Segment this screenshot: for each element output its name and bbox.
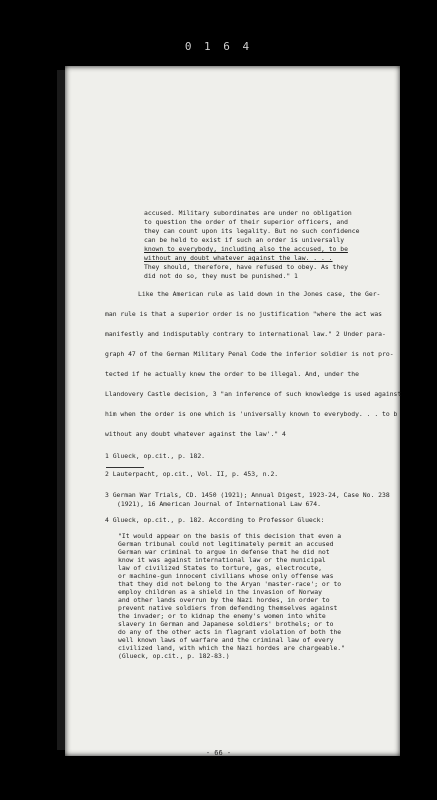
footnote-quote-line: slavery in German and Japanese soldiers' brothels; or to <box>118 620 334 628</box>
footnote-3: 3 German War Trials, CD. 1450 (1921); Annual Digest, 1923-24, Case No. 238 <box>105 491 390 499</box>
quote-line: they can count upon its legality. But no such confidence <box>144 227 360 235</box>
footnote-2: 2 Lauterpacht, op.cit., Vol. II, p. 453, n.2. <box>105 470 279 478</box>
footnote-quote-line: know it was against international law or the municipal <box>118 556 326 564</box>
footnote-quote-line: "It would appear on the basis of this decision that even a <box>118 532 342 540</box>
footnote-quote-line: do any of the other acts in flagrant violation of both the <box>118 628 342 636</box>
quote-line: They should, therefore, have refused to obey. As they <box>144 263 348 271</box>
body-line: graph 47 of the German Military Penal Code the inferior soldier is not pro- <box>105 350 394 358</box>
body-line: manifestly and indisputably contrary to international law." 2 Under para- <box>105 330 386 338</box>
body-line: Llandovery Castle decision, 3 "an inference of such knowledge is used against <box>105 390 402 398</box>
footnote-quote-line: employ children as a shield in the invasion of Norway <box>118 588 322 596</box>
quote-line: known to everybody, including also the accused, to be <box>144 245 348 253</box>
quote-line: accused. Military subordinates are under no obligation <box>144 209 352 217</box>
footnote-quote-line: prevent native soldiers from defending themselves against <box>118 604 338 612</box>
footnote-quote-line: that they did not belong to the Aryan 'master-race'; or to <box>118 580 342 588</box>
body-line: without any doubt whatever against the law'." 4 <box>105 430 286 438</box>
quote-line: to question the order of their superior officers, and <box>144 218 348 226</box>
footnote-quote-line: well known laws of warfare and the criminal law of every <box>118 636 334 644</box>
body-line: Like the American rule as laid down in the Jones case, the Ger- <box>138 290 381 298</box>
quote-line: did not do so, they must be punished." 1 <box>144 272 298 280</box>
footnote-quote-line: German war criminal to argue in defense that he did not <box>118 548 330 556</box>
footnote-quote-line: or machine-gun innocent civilians whose only offense was <box>118 572 334 580</box>
footnote-separator <box>106 467 144 468</box>
footnote-3-cont: (1921), 16 American Journal of International Law 674. <box>117 500 321 508</box>
footnote-4: 4 Glueck, op.cit., p. 182. According to Professor Glueck: <box>105 516 325 524</box>
footnote-quote-line: German tribunal could not legitimately permit an accused <box>118 540 334 548</box>
quote-line: can be held to exist if such an order is universally <box>144 236 345 244</box>
footnote-quote-line: and other lands overrun by the Nazi hordes, in order to <box>118 596 330 604</box>
footnote-quote-line: law of civilized States to torture, gas, electrocute, <box>118 564 322 572</box>
frame-number: 0 1 6 4 <box>184 40 253 53</box>
body-line: him when the order is one which is 'universally known to everybody. . . to b <box>105 410 398 418</box>
footnote-quote-line: civilized land, with which the Nazi hordes are chargeable." <box>118 644 346 652</box>
page-number: - 66 - <box>205 749 232 757</box>
body-line: tected if he actually knew the order to be illegal. And, under the <box>105 370 359 378</box>
footnote-quote-line: the invader; or to kidnap the enemy's women into white <box>118 612 326 620</box>
quote-line: without any doubt whatever against the law. . . . <box>144 254 333 262</box>
footnote-quote-line: (Glueck, op.cit., p. 182-83.) <box>118 652 230 660</box>
footnote-1: 1 Glueck, op.cit., p. 182. <box>105 452 206 460</box>
body-line: man rule is that a superior order is no justification "where the act was <box>105 310 383 318</box>
